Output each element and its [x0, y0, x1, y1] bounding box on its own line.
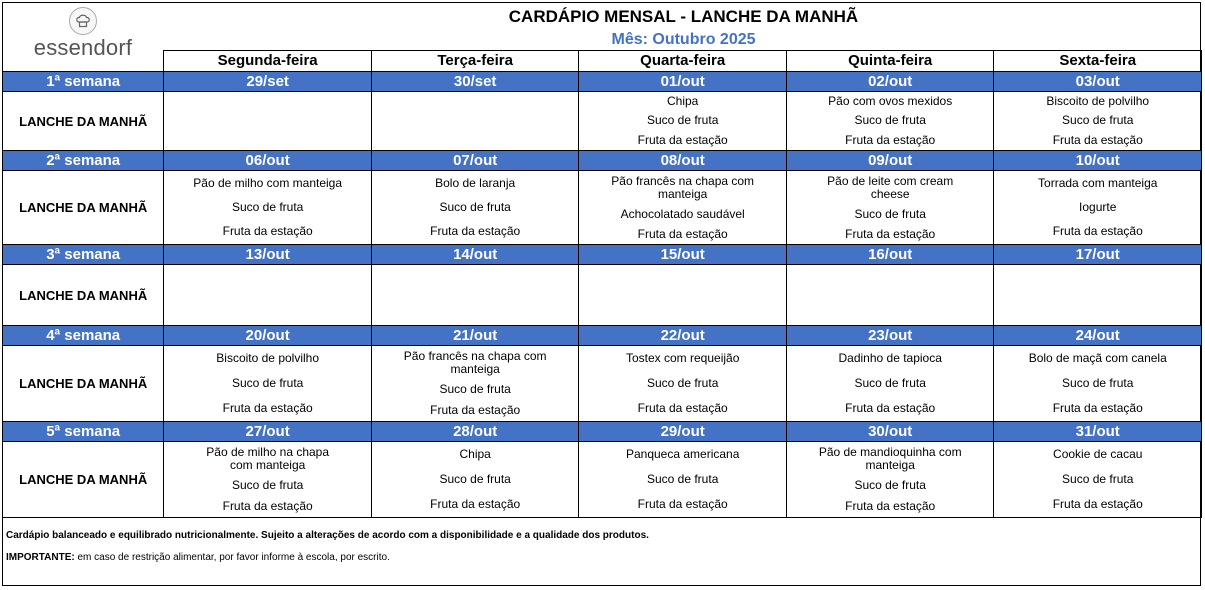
menu-item: Pão com ovos mexidos — [828, 94, 953, 109]
menu-item: Fruta da estação — [430, 497, 521, 511]
date-cell: 09/out — [786, 151, 994, 171]
weekday-header: Sexta-feira — [994, 51, 1202, 72]
menu-item: Suco de fruta — [231, 478, 304, 493]
menu-cell — [371, 171, 579, 245]
menu-row — [3, 442, 1202, 518]
logo-text: essendorf — [33, 35, 133, 60]
menu-cell — [994, 92, 1202, 151]
menu-item: Chipa — [459, 447, 491, 461]
menu-item: Torrada com manteiga — [1038, 175, 1158, 190]
menu-item: Bolo de maçã com canela — [1028, 351, 1167, 365]
date-cell: 01/out — [579, 72, 787, 92]
date-cell: 31/out — [994, 422, 1202, 442]
menu-cell — [164, 442, 372, 518]
menu-item: Pão de mandioquinha com manteiga — [818, 444, 962, 472]
menu-cell — [786, 171, 994, 245]
menu-item: Fruta da estação — [222, 401, 313, 415]
page-title: CARDÁPIO MENSAL - LANCHE DA MANHÃ — [508, 7, 859, 26]
menu-item: Fruta da estação — [637, 132, 728, 147]
menu-cell — [994, 265, 1202, 326]
week-row — [3, 72, 1202, 92]
menu-cell — [371, 265, 579, 326]
menu-item: Iogurte — [1079, 199, 1117, 214]
meal-label: LANCHE DA MANHÃ — [3, 346, 164, 422]
important-text: em caso de restrição alimentar, por favor informe à escola, por escrito. — [74, 552, 390, 563]
menu-item: Panqueca americana — [625, 447, 740, 461]
menu-item: Fruta da estação — [1052, 224, 1143, 239]
footer-notes — [3, 523, 1200, 585]
menu-cell — [786, 265, 994, 326]
menu-item: Pão de milho na chapa com manteiga — [206, 444, 330, 472]
footer-note: Cardápio balanceado e equilibrado nutricionalmente. Sujeito a alterações de acordo com a disponibilidade e a qualidade dos produtos. — [6, 530, 649, 541]
menu-cell — [371, 442, 579, 518]
menu-row — [3, 265, 1202, 326]
menu-item: Suco de fruta — [854, 206, 926, 221]
menu-cell — [579, 442, 787, 518]
menu-item: Fruta da estação — [845, 132, 936, 147]
menu-item: Suco de fruta — [439, 472, 511, 486]
date-cell: 30/out — [786, 422, 994, 442]
date-cell: 07/out — [371, 151, 579, 171]
menu-item: Fruta da estação — [637, 401, 728, 415]
menu-item: Fruta da estação — [222, 224, 313, 239]
header-corner — [3, 51, 164, 72]
week-label: 2ª semana — [3, 151, 164, 171]
menu-cell — [164, 265, 372, 326]
menu-cell — [994, 171, 1202, 245]
menu-cell — [994, 346, 1202, 422]
menu-item: Suco de fruta — [1062, 472, 1134, 486]
menu-item: Pão francês na chapa com manteiga — [611, 173, 755, 201]
date-cell: 24/out — [994, 326, 1202, 346]
menu-item: Chipa — [667, 94, 699, 109]
meal-label: LANCHE DA MANHÃ — [3, 442, 164, 518]
menu-cell — [579, 171, 787, 245]
menu-item: Fruta da estação — [222, 499, 313, 514]
date-cell: 14/out — [371, 245, 579, 265]
menu-item: Fruta da estação — [637, 226, 728, 241]
date-cell: 08/out — [579, 151, 787, 171]
menu-item: Suco de fruta — [231, 376, 304, 390]
menu-item: Suco de fruta — [854, 376, 926, 390]
menu-cell — [371, 92, 579, 151]
menu-item: Suco de fruta — [646, 113, 719, 128]
menu-item: Achocolatado saudável — [620, 206, 745, 221]
menu-item: Bolo de laranja — [435, 175, 516, 190]
menu-cell — [371, 346, 579, 422]
date-cell: 06/out — [164, 151, 372, 171]
menu-row — [3, 171, 1202, 245]
meal-label: LANCHE DA MANHÃ — [3, 265, 164, 326]
menu-item: Fruta da estação — [430, 224, 521, 239]
menu-item: Fruta da estação — [1052, 497, 1143, 511]
date-cell: 13/out — [164, 245, 372, 265]
menu-item: Suco de fruta — [646, 376, 719, 390]
menu-item: Fruta da estação — [1052, 132, 1143, 147]
menu-item: Tostex com requeijão — [625, 351, 740, 365]
menu-item: Cookie de cacau — [1053, 447, 1143, 461]
menu-row — [3, 346, 1202, 422]
menu-item: Pão francês na chapa com manteiga — [403, 348, 547, 376]
date-cell: 16/out — [786, 245, 994, 265]
menu-item: Suco de fruta — [854, 478, 926, 493]
date-cell: 29/out — [579, 422, 787, 442]
week-row — [3, 151, 1202, 171]
menu-cell — [164, 346, 372, 422]
menu-cell — [786, 442, 994, 518]
menu-cell — [786, 92, 994, 151]
date-cell: 29/set — [164, 72, 372, 92]
week-label: 1ª semana — [3, 72, 164, 92]
menu-item: Fruta da estação — [845, 226, 936, 241]
menu-sheet — [2, 2, 1201, 586]
menu-item: Fruta da estação — [1052, 401, 1143, 415]
menu-item: Fruta da estação — [637, 497, 728, 511]
menu-item: Suco de fruta — [439, 382, 511, 397]
date-cell: 30/set — [371, 72, 579, 92]
menu-cell — [579, 346, 787, 422]
meal-label: LANCHE DA MANHÃ — [3, 171, 164, 245]
weekday-header: Quinta-feira — [786, 51, 994, 72]
menu-item: Suco de fruta — [231, 199, 304, 214]
menu-item: Biscoito de polvilho — [216, 351, 320, 365]
menu-item: Fruta da estação — [845, 401, 936, 415]
date-cell: 22/out — [579, 326, 787, 346]
date-cell: 10/out — [994, 151, 1202, 171]
menu-item: Suco de fruta — [1062, 113, 1134, 128]
menu-cell — [579, 92, 787, 151]
date-cell: 02/out — [786, 72, 994, 92]
weekday-header: Quarta-feira — [579, 51, 787, 72]
date-cell: 03/out — [994, 72, 1202, 92]
date-cell: 23/out — [786, 326, 994, 346]
meal-label: LANCHE DA MANHÃ — [3, 92, 164, 151]
menu-cell — [164, 92, 372, 151]
menu-item: Suco de fruta — [646, 472, 719, 486]
week-label: 4ª semana — [3, 326, 164, 346]
menu-row — [3, 92, 1202, 151]
week-label: 5ª semana — [3, 422, 164, 442]
menu-cell — [579, 265, 787, 326]
week-label: 3ª semana — [3, 245, 164, 265]
date-cell: 20/out — [164, 326, 372, 346]
menu-item: Fruta da estação — [845, 499, 936, 514]
weekday-header: Segunda-feira — [164, 51, 372, 72]
date-cell: 28/out — [371, 422, 579, 442]
menu-item: Suco de fruta — [1062, 376, 1134, 390]
menu-item: Fruta da estação — [430, 403, 521, 418]
weekday-header-row — [3, 51, 1202, 72]
menu-item: Suco de fruta — [439, 199, 511, 214]
date-cell: 21/out — [371, 326, 579, 346]
important-label: IMPORTANTE: — [6, 552, 75, 563]
chef-hat-icon — [69, 7, 97, 35]
month-subtitle: Mês: Outubro 2025 — [611, 31, 756, 48]
menu-cell — [164, 171, 372, 245]
date-cell: 27/out — [164, 422, 372, 442]
week-row — [3, 326, 1202, 346]
menu-cell — [994, 442, 1202, 518]
weekday-header: Terça-feira — [371, 51, 579, 72]
week-row — [3, 422, 1202, 442]
menu-item: Pão de milho com manteiga — [193, 175, 343, 190]
menu-cell — [786, 346, 994, 422]
date-cell: 15/out — [579, 245, 787, 265]
menu-item: Biscoito de polvilho — [1046, 94, 1150, 109]
menu-item: Suco de fruta — [854, 113, 926, 128]
menu-item: Pão de leite com cream cheese — [827, 173, 954, 201]
menu-item: Dadinho de tapioca — [838, 351, 942, 365]
date-cell: 17/out — [994, 245, 1202, 265]
footer-important — [6, 552, 390, 563]
week-row — [3, 245, 1202, 265]
menu-table — [2, 50, 1202, 518]
